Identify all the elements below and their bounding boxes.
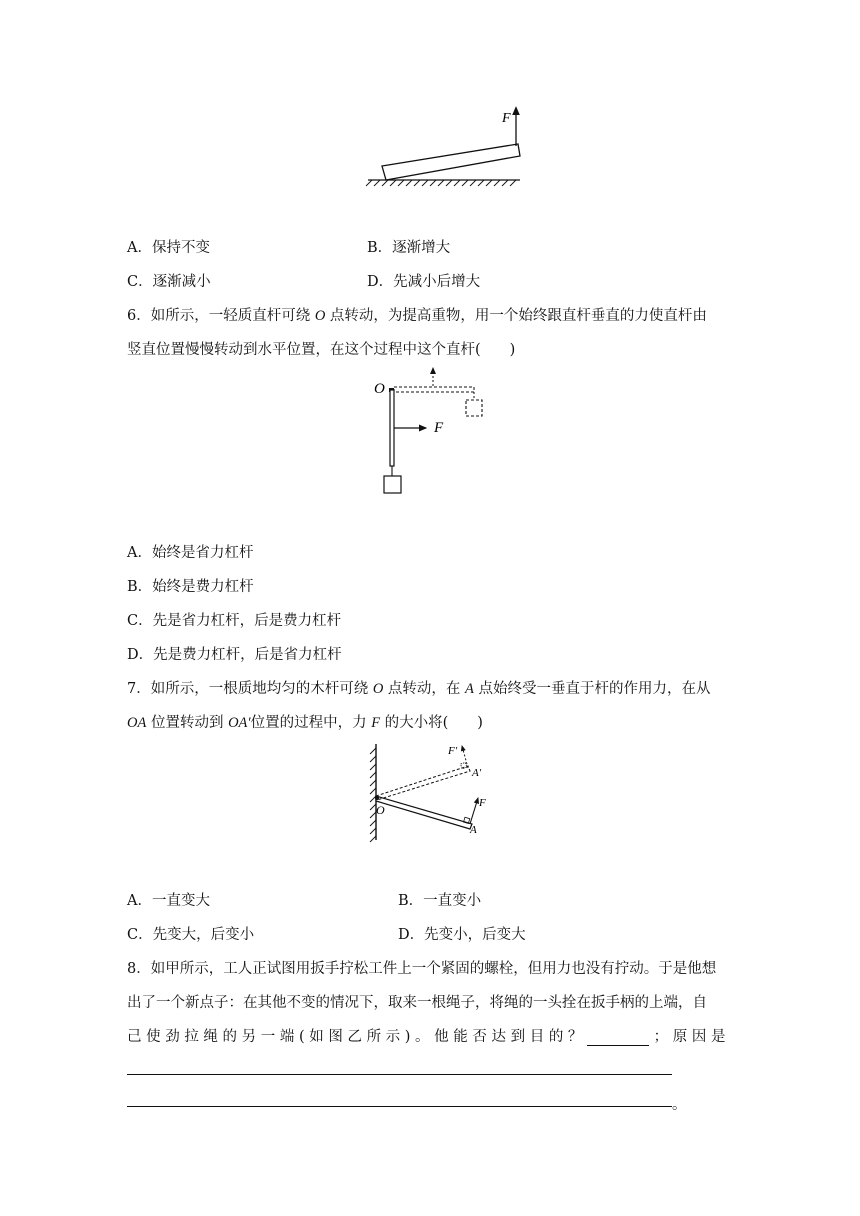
force-arrow-prime [462,746,468,768]
q5-option-c[interactable]: C．逐渐减小 [127,274,211,290]
q8-end-mark: 。 [672,1097,687,1113]
q5-option-d[interactable]: D．先减小后增大 [367,274,481,290]
pivot-label: O [374,381,385,397]
q6-option-c[interactable]: C．先是省力杠杆，后是费力杠杆 [127,613,342,629]
pivot [375,796,379,800]
f-prime-label: F′ [448,745,458,757]
q6-stem-line1: 6．如所示，一轻质直杆可绕 O 点转动，为提高重物，用一个始终跟直杆垂直的力使直杆由 [127,308,707,324]
force-arrow [470,798,478,824]
q7-diagram [364,738,504,842]
q5-figure [360,104,540,188]
q8-reason-line-2[interactable] [127,1106,672,1107]
board [382,144,520,180]
q7-stem-line1: 7．如所示，一根质地均匀的木杆可绕 O 点转动，在 A 点始终受一垂直于杆的作用力，在从 [127,681,711,697]
a-label: A [470,824,477,836]
q7-figure [364,738,504,842]
rod-vertical [390,390,394,466]
weight [384,476,401,493]
q8-stem-line2: 出了一个新点子：在其他不变的情况下，取来一根绳子，将绳的一头拴在扳手柄的上端，自 [127,995,707,1011]
q7-option-a[interactable]: A．一直变大 [127,893,210,909]
q5-option-a[interactable]: A．保持不变 [127,240,210,256]
q6-option-b[interactable]: B．始终是费力杠杆 [127,579,254,595]
q8-stem-line3: 己 使 劲 拉 绳 的 另 一 端 ( 如 图 乙 所 示 ) 。 他 能 否 达 到 目 的 ？ ； 原 因 是 [127,1029,726,1045]
q8-reason-line-1[interactable] [127,1074,672,1075]
q6-option-d[interactable]: D．先是费力杠杆，后是省力杠杆 [127,647,342,663]
q5-diagram [360,104,540,188]
ground-hatch [366,180,516,186]
f-label: F [479,797,486,809]
rod-horizontal-dashed [394,387,474,392]
q6-figure [370,366,500,500]
q7-stem-line2: OA 位置转动到 OA′位置的过程中，力 F 的大小将( ) [127,715,483,731]
force-label: F [434,420,444,436]
a-prime-label: A′ [472,767,482,779]
q6-stem-line2: 竖直位置慢慢转动到水平位置，在这个过程中这个直杆( ) [127,342,516,358]
q5-option-b[interactable]: B．逐渐增大 [367,240,451,256]
rod-oa-prime [376,766,470,800]
q6-option-a[interactable]: A．始终是省力杠杆 [127,545,254,561]
weight-dashed [466,400,482,416]
force-label: F [502,111,511,126]
q8-stem-line1: 8．如甲所示，工人正试图用扳手拧松工件上一个紧固的螺栓，但用力也没有拧动。于是他想 [127,961,717,977]
q8-answer-blank[interactable] [587,1031,649,1046]
wall-hatch [370,748,376,842]
pivot-label: O [376,803,385,817]
q7-option-d[interactable]: D．先变小，后变大 [398,927,526,943]
q6-diagram [370,366,500,500]
q7-option-b[interactable]: B．一直变小 [398,893,482,909]
rod-oa [376,796,472,829]
q7-option-c[interactable]: C．先变大，后变小 [127,927,255,943]
